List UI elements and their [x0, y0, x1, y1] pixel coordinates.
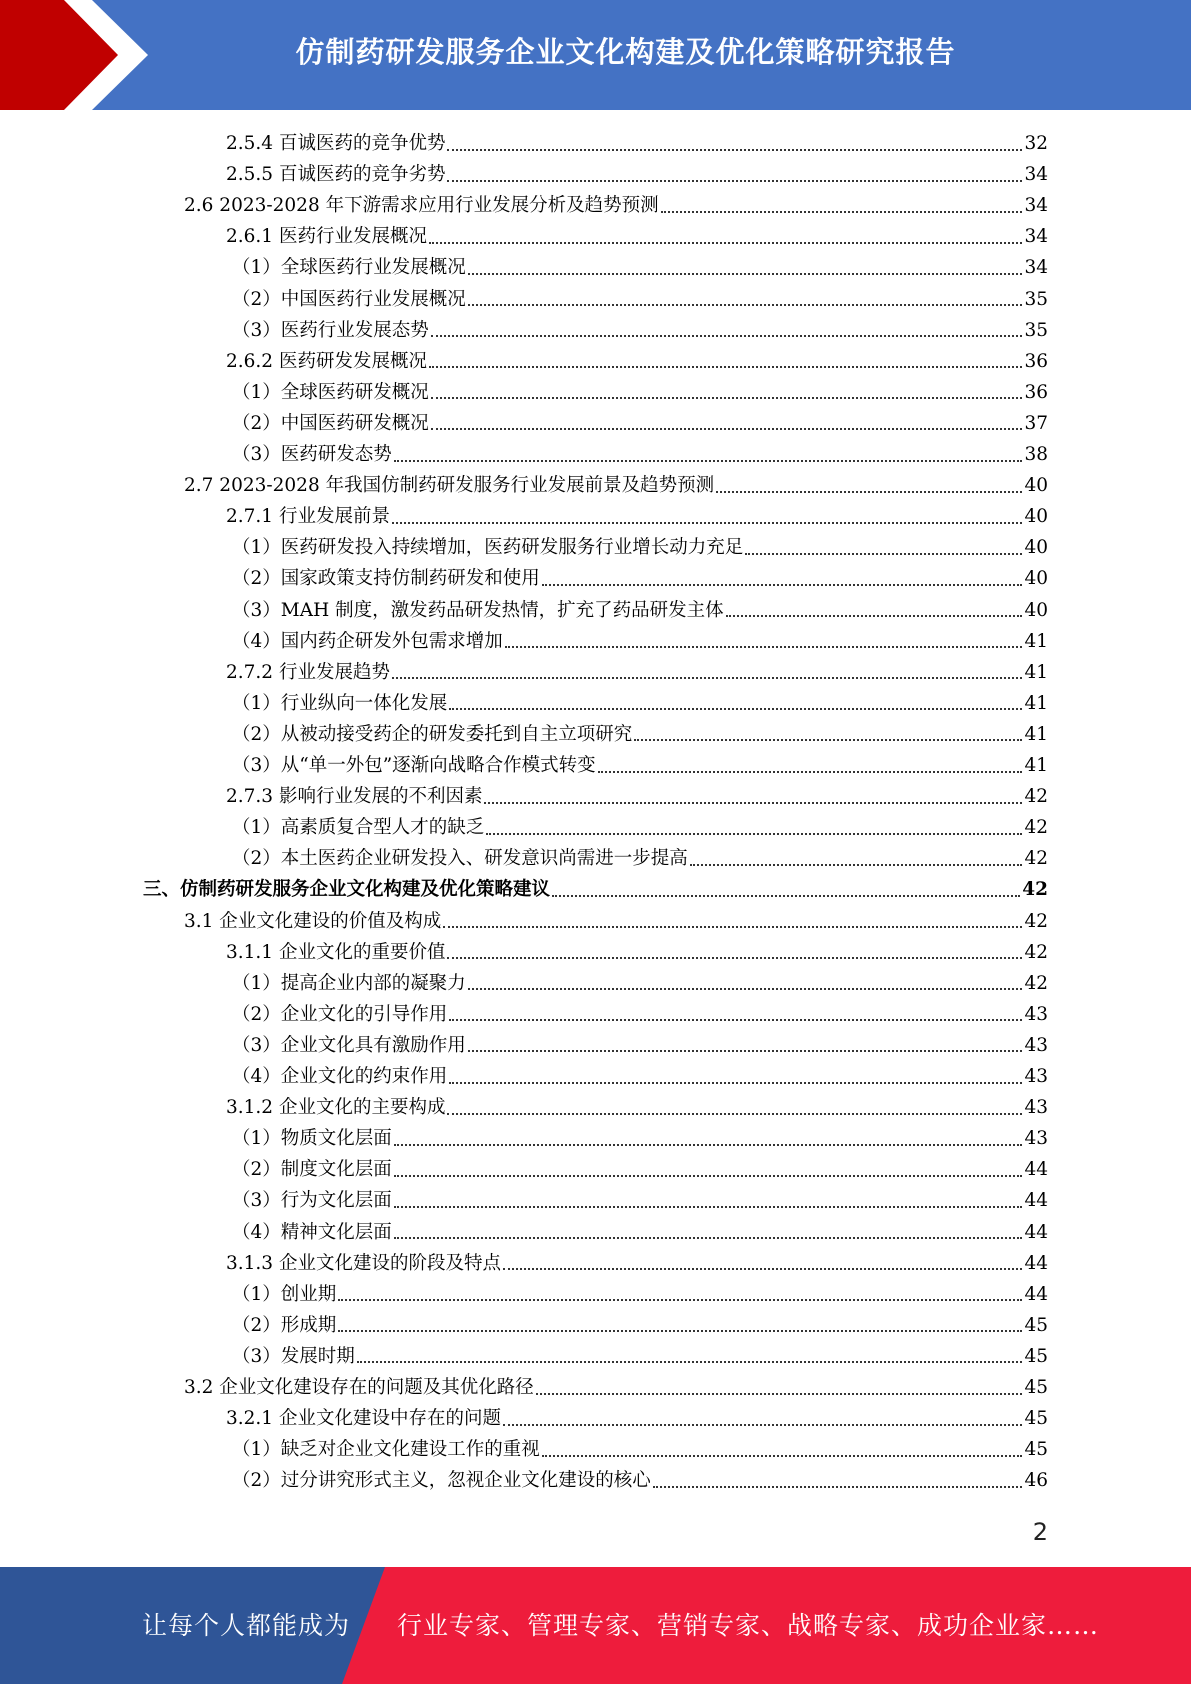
toc-entry-title: （1）高素质复合型人才的缺乏 — [232, 817, 485, 839]
toc-entry-title: （3）行为文化层面 — [232, 1190, 392, 1212]
toc-entry[interactable] — [232, 315, 1048, 346]
toc-entry-page: 37 — [1024, 412, 1048, 434]
toc-entry-page: 43 — [1024, 1097, 1048, 1119]
toc-entry-title: （3）MAH 制度，激发药品研发热情，扩充了药品研发主体 — [232, 599, 724, 621]
page-header — [0, 0, 1191, 110]
toc-entry-title: （1）提高企业内部的凝聚力 — [232, 972, 466, 994]
toc-entry[interactable] — [232, 999, 1048, 1030]
toc-entry[interactable] — [226, 781, 1048, 812]
toc-dot-leader — [468, 273, 1023, 275]
footer-slogan-left: 让每个人都能成为 — [142, 1611, 351, 1640]
toc-entry-title: 2.7 2023-2028 年我国仿制药研发服务行业发展前景及趋势预测 — [184, 475, 715, 497]
toc-entry[interactable] — [226, 128, 1048, 159]
toc-entry-page: 43 — [1024, 1034, 1048, 1056]
toc-entry[interactable] — [226, 501, 1048, 532]
toc-entry[interactable] — [232, 688, 1048, 719]
toc-entry-page: 41 — [1024, 723, 1048, 745]
toc-entry-page: 43 — [1024, 1003, 1048, 1025]
toc-entry-title: （2）中国医药行业发展概况 — [232, 288, 466, 310]
toc-entry[interactable] — [232, 1154, 1048, 1185]
toc-dot-leader — [484, 802, 1022, 804]
toc-entry-page: 40 — [1024, 506, 1048, 528]
toc-entry-title: 3.1 企业文化建设的价值及构成 — [184, 910, 442, 932]
toc-entry-page: 44 — [1024, 1190, 1048, 1212]
toc-entry-page: 38 — [1024, 444, 1048, 465]
toc-entry[interactable] — [232, 1185, 1048, 1216]
toc-entry[interactable] — [232, 843, 1048, 874]
toc-entry[interactable] — [232, 408, 1048, 439]
toc-dot-leader — [468, 988, 1023, 990]
toc-entry-title: （1）全球医药研发概况 — [232, 381, 429, 403]
toc-entry[interactable] — [232, 968, 1048, 999]
toc-entry[interactable] — [232, 1341, 1048, 1372]
toc-dot-leader — [443, 926, 1022, 928]
toc-entry-title: （1）物质文化层面 — [232, 1128, 392, 1150]
toc-entry-page: 34 — [1024, 257, 1048, 279]
toc-entry-title: （2）形成期 — [232, 1314, 337, 1336]
toc-entry-page: 41 — [1024, 692, 1048, 714]
toc-entry-title: （2）企业文化的引导作用 — [232, 1003, 448, 1025]
toc-dot-leader — [394, 1175, 1023, 1177]
toc-dot-leader — [716, 491, 1022, 493]
toc-entry-title: （1）创业期 — [232, 1283, 337, 1305]
header-arrow-decoration — [0, 0, 160, 110]
toc-entry-page: 44 — [1024, 1283, 1048, 1305]
toc-dot-leader — [745, 553, 1022, 555]
toc-dot-leader — [536, 1393, 1023, 1395]
toc-dot-leader — [726, 615, 1023, 617]
toc-entry-page: 41 — [1024, 661, 1048, 683]
toc-entry[interactable] — [226, 1403, 1048, 1434]
toc-dot-leader — [634, 739, 1022, 741]
toc-dot-leader — [394, 460, 1023, 462]
toc-dot-leader — [394, 1144, 1023, 1146]
toc-dot-leader — [486, 833, 1022, 835]
toc-dot-leader — [447, 957, 1022, 959]
toc-dot-leader — [447, 149, 1022, 151]
toc-entry[interactable] — [184, 470, 1048, 501]
toc-dot-leader — [468, 1050, 1023, 1052]
toc-dot-leader — [552, 895, 1020, 897]
toc-entry-page: 43 — [1024, 1128, 1048, 1150]
toc-entry-title: 2.6.2 医药研发发展概况 — [226, 350, 427, 372]
toc-dot-leader — [503, 1424, 1022, 1426]
toc-entry-page: 45 — [1024, 1377, 1048, 1398]
toc-entry[interactable] — [184, 190, 1048, 221]
toc-entry-title: 3.1.1 企业文化的重要价值 — [226, 941, 446, 963]
toc-entry[interactable] — [232, 1310, 1048, 1341]
toc-dot-leader — [394, 1206, 1023, 1208]
page-number: 2 — [1032, 1518, 1048, 1546]
toc-entry-page: 45 — [1024, 1439, 1048, 1461]
toc-entry-title: （2）国家政策支持仿制药研发和使用 — [232, 568, 540, 590]
toc-entry-page: 34 — [1024, 226, 1048, 248]
toc-entry[interactable] — [184, 906, 1048, 937]
report-title: 仿制药研发服务企业文化构建及优化策略研究报告 — [295, 34, 956, 69]
toc-entry[interactable] — [232, 595, 1048, 626]
toc-entry-page: 40 — [1024, 475, 1048, 497]
toc-entry-page: 44 — [1024, 1159, 1048, 1181]
toc-entry-page: 32 — [1024, 133, 1048, 154]
toc-entry-page: 42 — [1024, 817, 1048, 839]
toc-entry-page: 35 — [1024, 319, 1048, 341]
toc-entry[interactable] — [232, 626, 1048, 657]
toc-entry-title: 2.5.5 百诚医药的竞争劣势 — [226, 164, 446, 186]
toc-entry-title: （2）从被动接受药企的研发委托到自主立项研究 — [232, 723, 633, 745]
toc-entry-page: 42 — [1024, 972, 1048, 994]
toc-entry-page: 42 — [1022, 879, 1048, 901]
toc-entry[interactable] — [184, 1372, 1048, 1403]
toc-dot-leader — [653, 1486, 1023, 1488]
toc-entry[interactable] — [232, 750, 1048, 781]
toc-dot-leader — [449, 1019, 1022, 1021]
toc-entry-title: 3.2 企业文化建设存在的问题及其优化路径 — [184, 1377, 534, 1398]
toc-entry[interactable] — [226, 657, 1048, 688]
toc-entry-page: 43 — [1024, 1066, 1048, 1087]
footer-slogan-right: 行业专家、管理专家、营销专家、战略专家、成功企业家…… — [397, 1611, 1100, 1640]
toc-entry-title: （2）制度文化层面 — [232, 1159, 392, 1181]
toc-dot-leader — [447, 180, 1022, 182]
toc-dot-leader — [661, 211, 1023, 213]
toc-entry-title: （2）本土医药企业研发投入、研发意识尚需进一步提高 — [232, 848, 688, 870]
toc-entry-title: （3）企业文化具有激励作用 — [232, 1034, 466, 1056]
toc-entry-title: （3）医药研发态势 — [232, 444, 392, 465]
toc-entry-title: 3.1.2 企业文化的主要构成 — [226, 1097, 446, 1119]
toc-entry-page: 42 — [1024, 941, 1048, 963]
toc-entry[interactable] — [232, 1434, 1048, 1465]
toc-entry-title: （3）从“单一外包”逐渐向战略合作模式转变 — [232, 755, 596, 776]
toc-dot-leader — [447, 1113, 1022, 1115]
toc-dot-leader — [338, 1299, 1022, 1301]
toc-entry[interactable] — [232, 1123, 1048, 1154]
toc-entry[interactable] — [232, 377, 1048, 408]
toc-dot-leader — [598, 771, 1023, 773]
toc-entry[interactable] — [226, 937, 1048, 968]
toc-entry-title: （3）医药行业发展态势 — [232, 319, 429, 341]
toc-dot-leader — [690, 864, 1023, 866]
toc-entry-title: （4）企业文化的约束作用 — [232, 1066, 448, 1087]
toc-entry-title: 2.6 2023-2028 年下游需求应用行业发展分析及趋势预测 — [184, 195, 659, 217]
toc-entry-page: 46 — [1024, 1470, 1048, 1492]
toc-entry-page: 35 — [1024, 288, 1048, 310]
toc-entry-page: 41 — [1024, 630, 1048, 652]
toc-dot-leader — [338, 1330, 1022, 1332]
toc-entry-title: 2.5.4 百诚医药的竞争优势 — [226, 133, 446, 154]
toc-entry[interactable] — [232, 563, 1048, 594]
toc-entry-page: 42 — [1024, 848, 1048, 870]
toc-dot-leader — [542, 1455, 1023, 1457]
toc-entry-page: 40 — [1024, 568, 1048, 590]
toc-entry-page: 44 — [1024, 1252, 1048, 1274]
toc-dot-leader — [542, 584, 1023, 586]
toc-entry-page: 45 — [1024, 1314, 1048, 1336]
toc-entry[interactable] — [232, 284, 1048, 315]
toc-entry[interactable] — [226, 221, 1048, 252]
toc-entry-title: 2.7.1 行业发展前景 — [226, 506, 390, 528]
toc-dot-leader — [503, 1268, 1022, 1270]
toc-entry[interactable] — [232, 439, 1048, 470]
toc-entry-page: 36 — [1024, 381, 1048, 403]
toc-entry[interactable] — [232, 1465, 1048, 1496]
toc-dot-leader — [431, 428, 1023, 430]
toc-entry-page: 34 — [1024, 164, 1048, 186]
toc-entry-title: 三、仿制药研发服务企业文化构建及优化策略建议 — [143, 879, 551, 901]
toc-dot-leader — [394, 1237, 1023, 1239]
toc-entry[interactable] — [232, 1061, 1048, 1092]
toc-dot-leader — [468, 304, 1023, 306]
toc-dot-leader — [357, 1361, 1023, 1363]
toc-entry[interactable] — [232, 1279, 1048, 1310]
toc-entry-title: 3.1.3 企业文化建设的阶段及特点 — [226, 1252, 501, 1274]
toc-entry[interactable] — [232, 812, 1048, 843]
page-footer — [0, 1567, 1191, 1684]
toc-entry-title: （2）过分讲究形式主义，忽视企业文化建设的核心 — [232, 1470, 651, 1492]
toc-entry[interactable] — [226, 1092, 1048, 1123]
toc-dot-leader — [429, 242, 1022, 244]
toc-entry-page: 45 — [1024, 1408, 1048, 1430]
toc-entry-title: （1）全球医药行业发展概况 — [232, 257, 466, 279]
toc-entry-page: 45 — [1024, 1345, 1048, 1367]
toc-entry-page: 44 — [1024, 1221, 1048, 1243]
toc-dot-leader — [392, 522, 1022, 524]
toc-entry-title: （4）国内药企研发外包需求增加 — [232, 630, 503, 652]
toc-entry-title: 2.6.1 医药行业发展概况 — [226, 226, 427, 248]
toc-entry-page: 36 — [1024, 350, 1048, 372]
toc-entry[interactable] — [226, 1248, 1048, 1279]
toc-entry-page: 40 — [1024, 537, 1048, 559]
toc-entry-title: 3.2.1 企业文化建设中存在的问题 — [226, 1408, 501, 1430]
toc-dot-leader — [431, 397, 1023, 399]
toc-entry-title: （1）医药研发投入持续增加，医药研发服务行业增长动力充足 — [232, 537, 744, 559]
toc-entry-title: （4）精神文化层面 — [232, 1221, 392, 1243]
toc-dot-leader — [449, 708, 1022, 710]
toc-entry[interactable] — [226, 346, 1048, 377]
toc-entry-title: （3）发展时期 — [232, 1345, 355, 1367]
toc-entry-page: 42 — [1024, 786, 1048, 808]
toc-entry[interactable] — [232, 532, 1048, 563]
toc-entry-title: （1）行业纵向一体化发展 — [232, 692, 448, 714]
toc-entry-page: 40 — [1024, 599, 1048, 621]
toc-entry-page: 42 — [1024, 910, 1048, 932]
toc-dot-leader — [449, 1082, 1022, 1084]
toc-entry[interactable] — [232, 1217, 1048, 1248]
toc-dot-leader — [505, 646, 1023, 648]
toc-entry-page: 34 — [1024, 195, 1048, 217]
toc-entry[interactable] — [143, 874, 1048, 905]
toc-entry-title: （2）中国医药研发概况 — [232, 412, 429, 434]
toc-dot-leader — [392, 677, 1022, 679]
toc-entry[interactable] — [232, 252, 1048, 283]
toc-entry-title: （1）缺乏对企业文化建设工作的重视 — [232, 1439, 540, 1461]
toc-entry[interactable] — [232, 719, 1048, 750]
toc-entry-page: 41 — [1024, 755, 1048, 776]
toc-entry-title: 2.7.2 行业发展趋势 — [226, 661, 390, 683]
toc-dot-leader — [429, 366, 1022, 368]
toc-entry[interactable] — [226, 159, 1048, 190]
toc-dot-leader — [431, 335, 1023, 337]
toc-entry[interactable] — [232, 1030, 1048, 1061]
toc-entry-title: 2.7.3 影响行业发展的不利因素 — [226, 786, 483, 808]
